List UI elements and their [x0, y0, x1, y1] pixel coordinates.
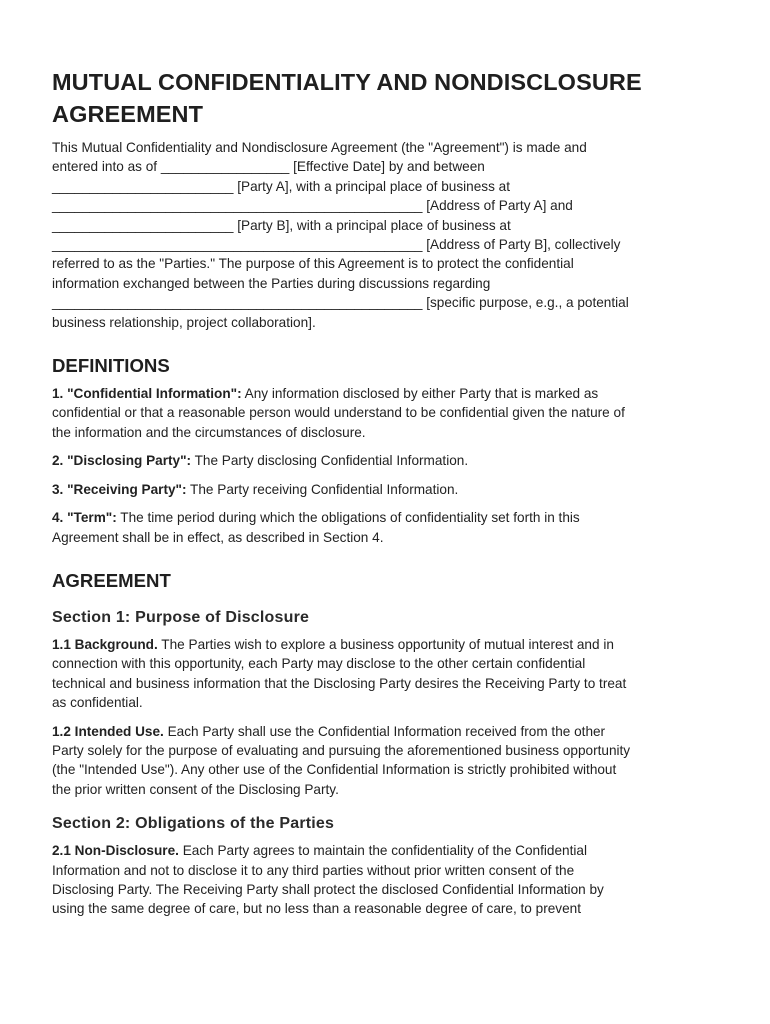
definition-text: The Party disclosing Confidential Information. [191, 453, 469, 469]
clause-1-1 [52, 635, 722, 713]
definition-line [52, 451, 722, 470]
intro-line: _________________________________________________ [Address of Party B], collectively [52, 237, 621, 253]
definition-line: the information and the circumstances of disclosure. [52, 424, 366, 440]
clause-line: using the same degree of care, but no less than a reasonable degree of care, to prevent [52, 901, 581, 917]
clause-line: the prior written consent of the Disclosing Party. [52, 781, 339, 797]
section-2-heading: Section 2: Obligations of the Parties [52, 815, 335, 833]
clause-line: connection with this opportunity, each Party may disclose to the other certain confidential [52, 656, 586, 672]
definition-item [52, 384, 722, 442]
title-line: MUTUAL CONFIDENTIALITY AND NONDISCLOSURE [52, 69, 642, 95]
definition-text: The Party receiving Confidential Information. [186, 481, 459, 497]
intro-line: entered into as of _________________ [Effective Date] by and between [52, 159, 485, 175]
clause-line: Information and not to disclose it to any third parties without prior written consent of the [52, 862, 575, 878]
intro-line: referred to as the "Parties." The purpose of this Agreement is to protect the confidential [52, 256, 574, 272]
clause-line: Disclosing Party. The Receiving Party shall protect the disclosed Confidential Information by [52, 881, 604, 897]
intro-paragraph [52, 138, 722, 332]
intro-line: information exchanged between the Parties during discussions regarding [52, 275, 491, 291]
document-page [52, 66, 722, 928]
clause-line [52, 722, 722, 741]
intro-line: ________________________ [Party A], with a principal place of business at [52, 178, 510, 194]
definition-item [52, 480, 722, 499]
clause-line [52, 635, 722, 654]
clause-term: 1.1 Background. [52, 636, 158, 652]
definition-item [52, 451, 722, 470]
clause-line: technical and business information that the Disclosing Party desires the Receiving Party to treat [52, 675, 627, 691]
clause-1-2 [52, 722, 722, 800]
clause-2-1 [52, 841, 722, 919]
definition-text: The time period during which the obligations of confidentiality set forth in this [116, 510, 580, 526]
clause-term: 1.2 Intended Use. [52, 723, 164, 739]
definition-item [52, 508, 722, 547]
title-line: AGREEMENT [52, 101, 204, 127]
section-1-heading: Section 1: Purpose of Disclosure [52, 608, 310, 626]
document-title [52, 66, 722, 130]
clause-term: 2.1 Non-Disclosure. [52, 843, 179, 859]
definition-term: 1. "Confidential Information": [52, 386, 242, 402]
clause-line: as confidential. [52, 695, 143, 711]
definition-line [52, 508, 722, 527]
definitions-heading: DEFINITIONS [52, 355, 170, 377]
clause-text: The Parties wish to explore a business opportunity of mutual interest and in [157, 636, 614, 652]
definition-term: 2. "Disclosing Party": [52, 453, 192, 469]
intro-line: business relationship, project collaboration]. [52, 314, 316, 330]
clause-line [52, 841, 722, 860]
clause-line: Party solely for the purpose of evaluating and pursuing the aforementioned business opportunity [52, 742, 631, 758]
intro-line: _________________________________________________ [Address of Party A] and [52, 198, 573, 214]
definition-text: Any information disclosed by either Party that is marked as [241, 386, 599, 402]
definition-line: confidential or that a reasonable person would understand to be confidential given the nature of [52, 405, 625, 421]
clause-text: Each Party shall use the Confidential Information received from the other [163, 723, 606, 739]
definition-term: 3. "Receiving Party": [52, 481, 187, 497]
agreement-heading: AGREEMENT [52, 569, 171, 591]
definition-line: Agreement shall be in effect, as described in Section 4. [52, 529, 384, 545]
definition-line [52, 480, 722, 499]
intro-line: ________________________ [Party B], with a principal place of business at [52, 217, 511, 233]
clause-line: (the "Intended Use"). Any other use of the Confidential Information is strictly prohibited without [52, 762, 617, 778]
clause-text: Each Party agrees to maintain the confidentiality of the Confidential [178, 843, 587, 859]
definition-line [52, 384, 722, 403]
intro-line: _________________________________________________ [specific purpose, e.g., a potential [52, 295, 629, 311]
definition-term: 4. "Term": [52, 510, 117, 526]
intro-line: This Mutual Confidentiality and Nondisclosure Agreement (the "Agreement") is made and [52, 140, 587, 155]
